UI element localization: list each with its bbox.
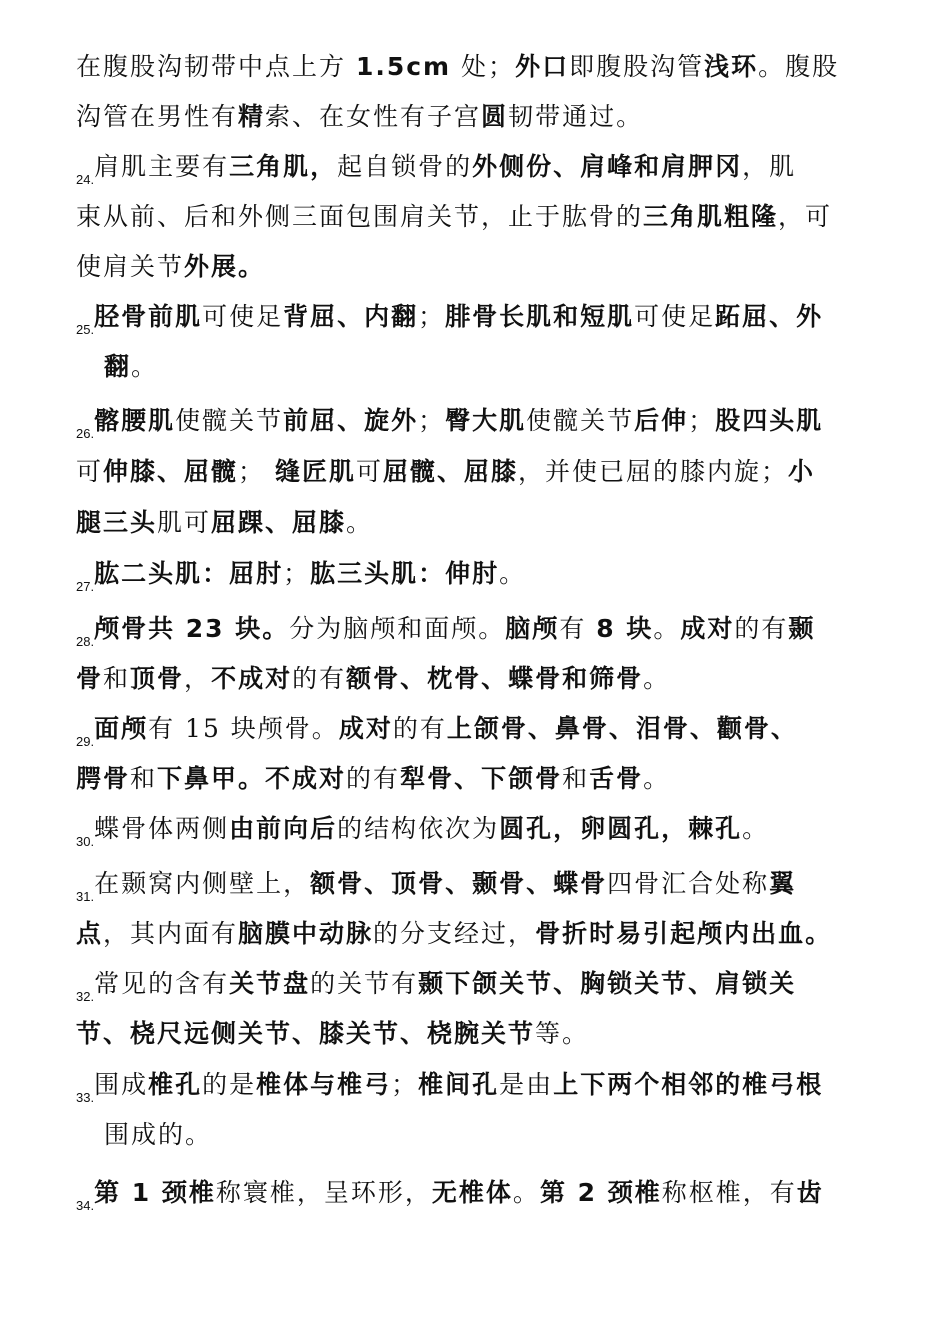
- bold-term: 伸膝、屈髋: [103, 457, 239, 486]
- item-number: 31.: [76, 889, 95, 904]
- text-run: 的有: [392, 714, 447, 743]
- bold-term: 1.5cm: [355, 52, 452, 81]
- bold-term: 腓骨长肌和短肌: [445, 302, 635, 331]
- bold-term: 腭骨: [76, 764, 131, 793]
- text-run: 。: [499, 559, 527, 588]
- text-run: 。: [653, 614, 681, 643]
- bold-term: 翻: [104, 352, 132, 381]
- text-line: [0, 150, 950, 187]
- bold-term: 额骨、顶骨、颞骨、蝶骨: [310, 869, 608, 898]
- bold-term: 小: [788, 457, 816, 486]
- text-run: 束从前、后和外侧三面包围肩关节，止于肱骨的: [76, 202, 644, 231]
- text-line: [0, 350, 950, 384]
- text-run: 分为脑颅和面颅。: [289, 614, 506, 643]
- bold-term: 成对: [680, 614, 735, 643]
- bold-term: 胫骨前肌: [94, 302, 203, 331]
- item-number: 28.: [76, 634, 95, 649]
- text-line: [0, 812, 950, 849]
- text-run: 有 15 块颅骨。: [148, 714, 339, 743]
- bold-term: 椎孔: [148, 1070, 203, 1099]
- text-line: [0, 612, 950, 649]
- text-run: 常见的含有: [94, 969, 230, 998]
- bold-term: 脑颅: [505, 614, 560, 643]
- text-run: 沟管在男性有: [76, 102, 239, 131]
- text-line: [0, 712, 950, 749]
- text-line: [0, 250, 950, 284]
- text-run: ；: [238, 457, 275, 486]
- text-line: [0, 506, 950, 540]
- text-run: 。腹股: [758, 52, 840, 81]
- bold-term: 缝匠肌: [274, 457, 356, 486]
- text-line: [0, 1068, 950, 1105]
- bold-term: 精: [238, 102, 266, 131]
- item-number: 32.: [76, 989, 95, 1004]
- bold-term: 肱三头肌：伸肘: [310, 559, 500, 588]
- bold-term: 三角肌，: [229, 152, 338, 181]
- text-line: [0, 50, 950, 84]
- text-run: 。: [742, 814, 770, 843]
- bold-term: 股四头肌: [715, 406, 824, 435]
- text-run: 即腹股沟管: [569, 52, 705, 81]
- text-run: 可使足: [202, 302, 284, 331]
- text-line: [0, 200, 950, 234]
- text-run: 称寰椎，呈环形，: [215, 1178, 432, 1207]
- text-run: 围成: [94, 1070, 149, 1099]
- text-run: 在颞窝内侧壁上，: [94, 869, 311, 898]
- text-run: ，: [184, 664, 212, 693]
- text-line: [0, 404, 950, 441]
- bold-term: 三角肌粗隆: [643, 202, 779, 231]
- item-number: 33.: [76, 1090, 95, 1105]
- text-run: 肌可: [157, 508, 212, 537]
- bold-term: 节、桡尺远侧关节、膝关节、桡腕关节: [76, 1019, 536, 1048]
- bold-term: 外展。: [184, 252, 266, 281]
- bold-term: 椎间孔: [418, 1070, 500, 1099]
- text-run: 四骨汇合处称: [607, 869, 770, 898]
- bold-term: 前屈、旋外: [283, 406, 419, 435]
- text-line: [0, 100, 950, 134]
- bold-term: 关节盘: [229, 969, 311, 998]
- text-line: [0, 762, 950, 796]
- item-number: 34.: [76, 1198, 95, 1213]
- text-run: ，可: [778, 202, 833, 231]
- text-line: [0, 967, 950, 1004]
- text-run: 的有: [346, 764, 401, 793]
- item-number: 25.: [76, 322, 95, 337]
- bold-term: 外侧份、肩峰和肩胛冈: [472, 152, 743, 181]
- bold-term: 跖屈、外: [715, 302, 824, 331]
- item-number: 30.: [76, 834, 95, 849]
- bold-term: 无椎体: [431, 1178, 513, 1207]
- bold-term: 上下两个相邻的椎弓根: [553, 1070, 824, 1099]
- bold-term: 臀大肌: [445, 406, 527, 435]
- text-line: [0, 1118, 950, 1152]
- text-run: 和: [130, 764, 158, 793]
- text-run: 肩肌主要有: [94, 152, 230, 181]
- text-run: ；: [283, 559, 311, 588]
- text-run: ；: [391, 1070, 419, 1099]
- bold-term: 圆孔，卵圆孔，棘孔: [499, 814, 743, 843]
- text-run: 。: [131, 352, 159, 381]
- item-number: 29.: [76, 734, 95, 749]
- bold-term: 圆: [481, 102, 509, 131]
- bold-term: 屈髋、屈膝: [383, 457, 519, 486]
- item-number: 26.: [76, 426, 95, 441]
- bold-term: 舌骨: [589, 764, 644, 793]
- text-run: 的关节有: [310, 969, 419, 998]
- bold-term: 上颌骨、鼻骨、泪骨、颧骨、: [446, 714, 798, 743]
- bold-term: 第 1 颈椎: [94, 1178, 216, 1207]
- text-run: 可使足: [634, 302, 716, 331]
- text-run: 的是: [202, 1070, 257, 1099]
- bold-term: 背屈、内翻: [283, 302, 419, 331]
- bold-term: 齿: [796, 1178, 824, 1207]
- bold-term: 成对: [338, 714, 393, 743]
- text-run: ，肌: [742, 152, 797, 181]
- bold-term: 后伸: [634, 406, 689, 435]
- text-run: ；: [418, 406, 446, 435]
- text-run: 的结构依次为: [337, 814, 500, 843]
- text-run: 。: [643, 664, 671, 693]
- bold-term: 顶骨: [130, 664, 185, 693]
- text-run: 和: [103, 664, 131, 693]
- text-run: 可: [356, 457, 384, 486]
- bold-term: 脑膜中动脉: [238, 919, 374, 948]
- bold-term: 屈踝、屈膝: [211, 508, 347, 537]
- text-line: [0, 455, 950, 489]
- bold-term: 骨: [76, 664, 104, 693]
- bold-term: 额骨、枕骨、蝶骨和筛骨: [346, 664, 644, 693]
- bold-term: 髂腰肌: [94, 406, 176, 435]
- item-number: 27.: [76, 579, 95, 594]
- bold-term: 颞下颌关节、胸锁关节、肩锁关: [418, 969, 797, 998]
- bold-term: 椎体与椎弓: [256, 1070, 392, 1099]
- text-run: 有: [559, 614, 597, 643]
- text-line: [0, 917, 950, 951]
- bold-term: 翼: [769, 869, 797, 898]
- text-run: 韧带通过。: [508, 102, 644, 131]
- text-line: [0, 300, 950, 337]
- text-run: 可: [76, 457, 104, 486]
- text-line: [0, 867, 950, 904]
- text-run: 。: [643, 764, 671, 793]
- bold-term: 点: [76, 919, 104, 948]
- bold-term: 8 块: [596, 614, 654, 643]
- bold-term: 骨折时易引起颅内出血。: [535, 919, 833, 948]
- text-run: 使髋关节: [526, 406, 635, 435]
- bold-term: 不成对: [211, 664, 293, 693]
- text-run: 的有: [734, 614, 789, 643]
- text-run: ；: [418, 302, 446, 331]
- text-run: 等。: [535, 1019, 590, 1048]
- text-run: 。: [512, 1178, 540, 1207]
- text-run: 起自锁骨的: [337, 152, 473, 181]
- bold-term: 颅骨共 23 块。: [94, 614, 290, 643]
- bold-term: 由前向后: [229, 814, 338, 843]
- text-line: [0, 662, 950, 696]
- text-run: 索、在女性有子宫: [265, 102, 482, 131]
- text-run: 使髋关节: [175, 406, 284, 435]
- text-run: 蝶骨体两侧: [94, 814, 230, 843]
- bold-term: 第 2 颈椎: [539, 1178, 662, 1207]
- text-run: 在腹股沟韧带中点上方: [76, 52, 356, 81]
- text-line: [0, 557, 950, 594]
- bold-term: 犁骨、下颌骨: [400, 764, 563, 793]
- text-run: 。: [346, 508, 374, 537]
- text-run: 处；: [451, 52, 516, 81]
- bold-term: 面颅: [94, 714, 149, 743]
- text-run: 围成的。: [104, 1120, 213, 1149]
- bold-term: 肱二头肌：屈肘: [94, 559, 284, 588]
- text-run: ；: [688, 406, 716, 435]
- bold-term: 颞: [788, 614, 816, 643]
- text-line: [0, 1017, 950, 1051]
- text-line: [0, 1176, 950, 1213]
- text-run: ，并使已屈的膝内旋；: [518, 457, 789, 486]
- bold-term: 浅环: [704, 52, 759, 81]
- bold-term: 下鼻甲。不成对: [157, 764, 347, 793]
- bold-term: 外口: [515, 52, 570, 81]
- item-number: 24.: [76, 172, 95, 187]
- text-run: 和: [562, 764, 590, 793]
- text-run: ，其内面有: [103, 919, 239, 948]
- text-run: 的有: [292, 664, 347, 693]
- text-run: 称枢椎，有: [661, 1178, 797, 1207]
- text-run: 是由: [499, 1070, 554, 1099]
- bold-term: 腿三头: [76, 508, 158, 537]
- text-run: 的分支经过，: [373, 919, 536, 948]
- text-run: 使肩关节: [76, 252, 185, 281]
